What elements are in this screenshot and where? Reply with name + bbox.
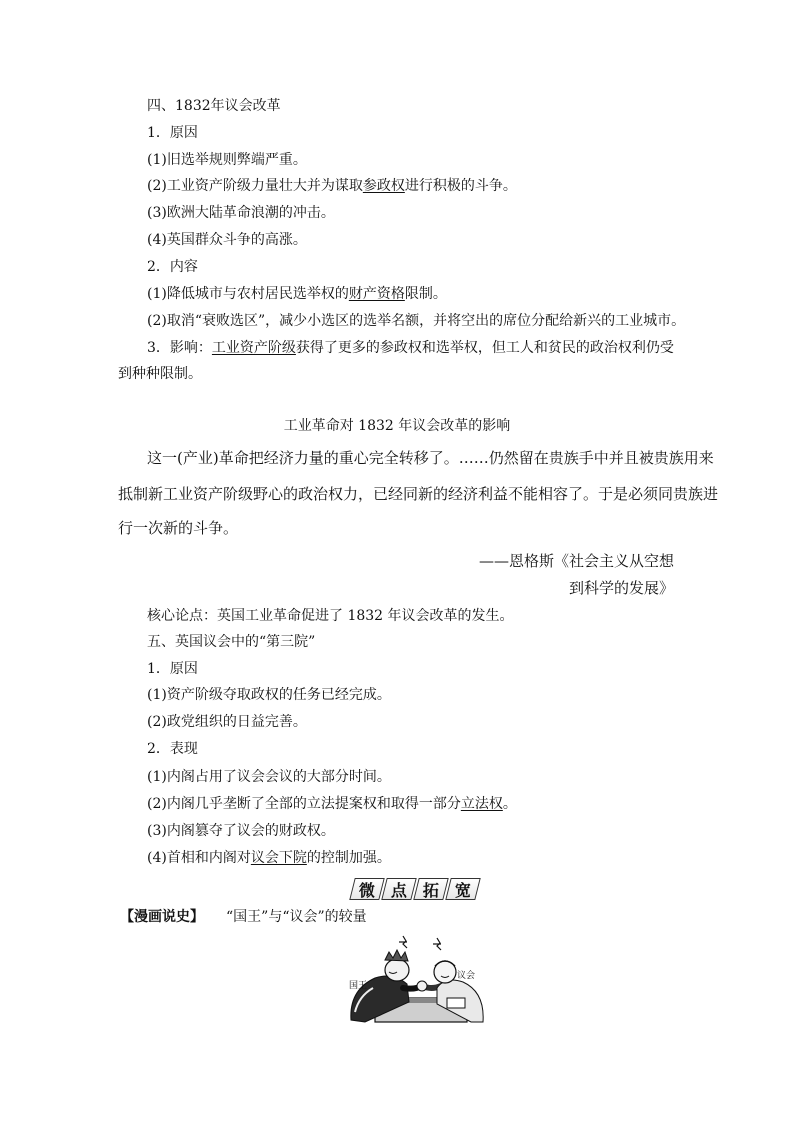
section4-content-heading: 2．内容 xyxy=(147,259,198,275)
banner-tile xyxy=(445,878,480,900)
cartoon-heading-text: “国王”与“议会”的较量 xyxy=(226,909,367,925)
material-core-argument: 核心论点：英国工业革命促进了 1832 年议会改革的发生。 xyxy=(147,608,514,624)
text-segment: 限制。 xyxy=(404,286,447,302)
section5-show-1: (1)内阁占用了议会会议的大部分时间。 xyxy=(147,769,391,785)
king-vs-parliament-cartoon xyxy=(345,932,485,1024)
underlined-term: 财产资格 xyxy=(348,286,405,302)
cartoon-heading xyxy=(120,907,367,927)
text-segment: (2)内阁几乎垄断了全部的立法提案权和取得一部分 xyxy=(147,796,461,812)
section5-title: 五、英国议会中的“第三院” xyxy=(147,634,316,650)
banner-tile xyxy=(349,878,384,900)
section5-cause-heading: 1．原因 xyxy=(147,661,198,677)
banner-tile-text: 宽 xyxy=(454,880,471,900)
section4-effect xyxy=(147,338,674,358)
section5-cause-2: (2)政党组织的日益完善。 xyxy=(147,714,307,730)
text-segment: (2)工业资产阶级力量壮大并为谋取 xyxy=(147,178,363,194)
underlined-term: 工业资产阶级 xyxy=(211,340,296,356)
text-segment: 3．影响： xyxy=(147,340,212,356)
section4-cause-4: (4)英国群众斗争的高涨。 xyxy=(147,232,307,248)
material-quote-line-2: 抵制新工业资产阶级野心的政治权力，已经同新的经济利益不能相容了。于是必须同贵族进 xyxy=(118,485,719,503)
text-segment: (1)降低城市与农村居民选举权的 xyxy=(147,286,349,302)
banner-tile-text: 拓 xyxy=(422,880,439,900)
banner-tile xyxy=(381,878,416,900)
material-source-line-2: 到科学的发展》 xyxy=(568,579,674,597)
text-segment: (4)首相和内阁对 xyxy=(147,850,251,866)
section4-cause-heading: 1．原因 xyxy=(147,125,198,141)
micro-point-banner xyxy=(352,878,478,900)
banner-tile-text: 微 xyxy=(358,880,375,900)
crown-icon xyxy=(385,950,408,961)
underlined-term: 参政权 xyxy=(362,178,405,194)
text-segment: 获得了更多的参政权和选举权，但工人和贫民的政治权利仍受 xyxy=(295,340,674,356)
underlined-term: 立法权 xyxy=(460,796,503,812)
material-title: 工业革命对 1832 年议会改革的影响 xyxy=(283,418,511,434)
section4-cause-2 xyxy=(147,176,517,196)
section5-show-3: (3)内阁篡夺了议会的财政权。 xyxy=(147,823,335,839)
section4-cause-1: (1)旧选举规则弊端严重。 xyxy=(147,152,307,168)
banner-tile-text: 点 xyxy=(390,880,407,900)
clasped-hands xyxy=(417,981,427,991)
section4-effect-cont: 到种种限制。 xyxy=(118,366,202,382)
label-king: 国王 xyxy=(349,981,368,991)
text-segment: 。 xyxy=(502,796,517,812)
section4-cause-3: (3)欧洲大陆革命浪潮的冲击。 xyxy=(147,205,335,221)
section5-show-4 xyxy=(147,848,391,868)
label-parliament: 议会 xyxy=(457,971,476,981)
spark-icon xyxy=(399,936,441,950)
section5-show-2 xyxy=(147,794,517,814)
section5-show-heading: 2．表现 xyxy=(147,741,198,757)
section4-content-2: (2)取消“衰败选区”，减少小选区的选举名额，并将空出的席位分配给新兴的工业城市。 xyxy=(147,313,686,329)
material-quote-line-3: 行一次新的斗争。 xyxy=(118,519,239,537)
banner-tile xyxy=(413,878,448,900)
underlined-term: 议会下院 xyxy=(250,850,307,866)
cartoon-heading-label: 【漫画说史】 xyxy=(120,909,204,925)
text-segment: 进行积极的斗争。 xyxy=(404,178,517,194)
section5-cause-1: (1)资产阶级夺取政权的任务已经完成。 xyxy=(147,687,391,703)
material-quote-line-1: 这一(产业)革命把经济力量的重心完全转移了。……仍然留在贵族手中并且被贵族用来 xyxy=(147,449,714,467)
section4-content-1 xyxy=(147,284,447,304)
text-segment: 的控制加强。 xyxy=(306,850,391,866)
material-source-line-1: ——恩格斯《社会主义从空想 xyxy=(478,552,674,570)
section4-title: 四、1832年议会改革 xyxy=(147,98,281,114)
